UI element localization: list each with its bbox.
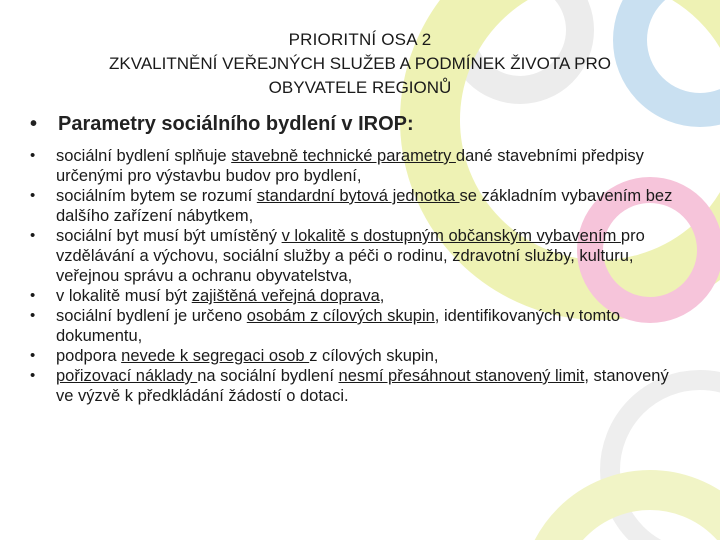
underlined-segment: nevede k segregaci osob <box>121 347 310 365</box>
underlined-segment: zajištěná veřejná doprava <box>191 287 380 305</box>
underlined-segment: stavebně technické parametry <box>231 147 456 165</box>
text-segment: sociální bydlení je určeno <box>56 307 247 325</box>
text-segment: , <box>379 287 385 305</box>
list-bullet: • <box>30 367 36 384</box>
title-line-1: PRIORITNÍ OSA 2 <box>288 30 432 49</box>
underlined-segment: nesmí přesáhnout stanovený limit <box>338 367 585 385</box>
title-line-2: ZKVALITNĚNÍ VEŘEJNÝCH SLUŽEB A PODMÍNEK ŽIVOTA PRO <box>109 54 611 73</box>
text-segment: na sociální bydlení <box>197 367 339 385</box>
text-segment: sociální byt musí být umístěný <box>56 227 282 245</box>
list-bullet: • <box>30 347 36 364</box>
text-segment: sociální bydlení splňuje <box>56 147 232 165</box>
heading-text: Parametry sociálního bydlení v IROP: <box>58 113 414 135</box>
list-bullet: • <box>30 187 36 204</box>
list-item <box>30 186 690 226</box>
title-line-3: OBYVATELE REGIONŮ <box>268 78 452 97</box>
list-bullet: • <box>30 307 36 324</box>
slide-title <box>40 28 680 100</box>
list-item <box>30 346 690 366</box>
list-bullet: • <box>30 227 36 244</box>
list-item-text <box>56 366 690 406</box>
list-item-text <box>56 286 690 306</box>
section-heading <box>30 113 690 136</box>
text-segment: dané stavebními předpisy určenými pro výstavbu budov pro bydlení, <box>56 147 644 185</box>
text-segment: v lokalitě musí být <box>56 287 192 305</box>
list-item-text <box>56 306 690 346</box>
text-segment: pro vzdělávání a výchovu, sociální služby a péči o rodinu, zdravotní služby, kulturu, veřejnou správu a ochranu obyvatelstva, <box>56 227 645 285</box>
list-item-text <box>56 186 690 226</box>
list-bullet: • <box>30 147 36 164</box>
list-item <box>30 146 690 186</box>
list-item-text <box>56 226 690 286</box>
underlined-segment: osobám z cílových skupin <box>246 307 435 325</box>
underlined-segment: pořizovací náklady <box>56 367 198 385</box>
heading-bullet: • <box>30 113 38 135</box>
text-segment: z cílových skupin, <box>309 347 439 365</box>
text-segment: , identifikovaných v tomto dokumentu, <box>56 307 621 345</box>
list-item-text <box>56 146 690 186</box>
underlined-segment: v lokalitě s dostupným občanským vybavením <box>281 227 621 245</box>
text-segment: se základním vybavením bez dalšího zařízení nábytkem, <box>56 187 673 225</box>
list-item <box>30 366 690 406</box>
text-segment: podpora <box>56 347 122 365</box>
list-bullet: • <box>30 287 36 304</box>
text-segment: , stanovený ve výzvě k předkládání žádostí o dotaci. <box>56 367 669 405</box>
list-item <box>30 306 690 346</box>
parameter-list <box>30 146 690 406</box>
list-item-text <box>56 346 690 366</box>
list-item <box>30 226 690 286</box>
text-segment: sociálním bytem se rozumí <box>56 187 257 205</box>
underlined-segment: standardní bytová jednotka <box>256 187 460 205</box>
list-item <box>30 286 690 306</box>
